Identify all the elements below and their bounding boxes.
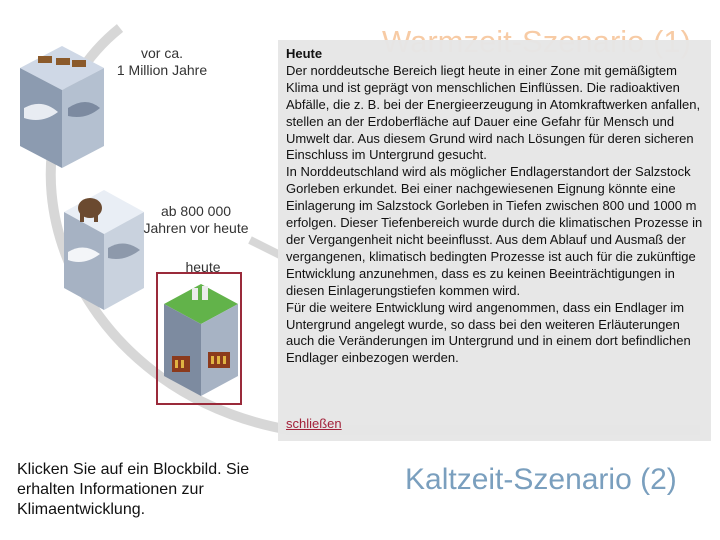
block-image-800000[interactable]: [58, 182, 150, 314]
popup-paragraph-3: Für die weitere Entwicklung wird angenommen, dass ein Endlager im Untergrund angelegt wurde, so dass bei den weiteren Erläuterungen auch die Veränderungen im Untergrund und in einem dort befindlichen Endlager einbezogen werden.: [286, 299, 691, 366]
popup-paragraph-2: In Norddeutschland wird als möglicher Endlagerstandort der Salzstock Gorleben erkundet. Bei einer nachgewiesenen Eignung könnte eine Einlagerung im Salzstock Gorleben in Tiefen zwischen 800 und 1000 m erfolgen. Dieser Tiefenbereich wurde durch die klimatischen Prozesse in der Vergangenheit nicht beeinflusst. Aus dem Ablauf und Ausmaß der vergangenen, klimatisch bedingten Prozesse ist auch für die zukünftige Entwicklung anzunehmen, dass es zu keinen Beeinträchtigungen in diesen Einlagerungstiefen kommen wird.: [286, 164, 703, 298]
era-label-2: ab 800 000 Jahren vor heute: [143, 203, 249, 236]
block-diagram-icon: [160, 276, 242, 402]
block-diagram-icon: [58, 182, 150, 314]
era-label-3: heute: [185, 259, 221, 275]
background-title-cold: Kaltzeit-Szenario (2): [405, 463, 677, 496]
instructions-text: Klicken Sie auf ein Blockbild. Sie erhalten Informationen zur Klimaentwicklung.: [17, 461, 250, 518]
block-image-1-million[interactable]: [12, 38, 110, 170]
block-image-heute[interactable]: [160, 276, 242, 402]
close-link[interactable]: schließen: [286, 416, 342, 431]
era-label-1: vor ca. 1 Million Jahre: [116, 45, 208, 78]
popup-heading: Heute: [286, 46, 323, 61]
block-diagram-icon: [12, 38, 110, 170]
info-popup: [278, 40, 711, 441]
popup-paragraph-1: Der norddeutsche Bereich liegt heute in einer Zone mit gemäßigtem Klima und ist geprägt von menschlichen Einflüssen. Die radioaktiven Abfälle, die z. B. bei der Energieerzeugung in Atomkraftwerken anfallen, stellen an der Erdoberfläche auf Dauer eine Gefahr für Mensch und Umwelt dar. Aus diesem Grund wird nach Lösungen für deren sicheren Einschluss im Untergrund gesucht.: [286, 62, 701, 163]
